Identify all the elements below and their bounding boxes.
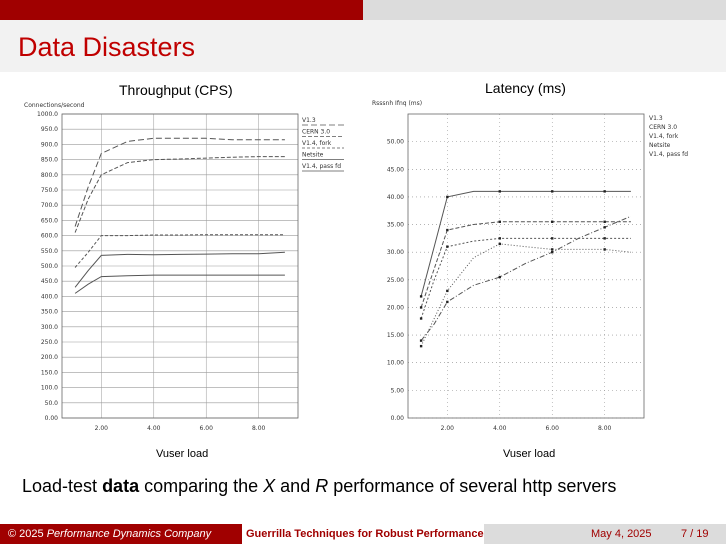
latency-series-line xyxy=(421,238,631,318)
throughput-legend-label: V1.3 xyxy=(302,117,316,124)
latency-data-point xyxy=(499,190,501,192)
caption-text-r: R xyxy=(315,476,329,496)
latency-series-line xyxy=(421,244,631,346)
throughput-y-tick-label: 450.0 xyxy=(40,278,58,286)
latency-legend-label: V1.4, pass fd xyxy=(649,151,689,158)
footer-date: May 4, 2025 xyxy=(591,528,652,540)
latency-data-point xyxy=(446,301,448,303)
latency-chart-title: Latency (ms) xyxy=(485,80,566,96)
latency-data-point xyxy=(420,317,422,319)
latency-y-tick-label: 45.00 xyxy=(386,166,404,174)
latency-data-point xyxy=(603,190,605,192)
throughput-y-tick-label: 900.0 xyxy=(40,141,58,149)
throughput-y-tick-label: 950.0 xyxy=(40,126,58,134)
footer-copyright-text: © 2025 xyxy=(8,528,44,540)
throughput-series-line xyxy=(75,138,285,226)
throughput-y-tick-label: 300.0 xyxy=(40,323,58,331)
footer-bar xyxy=(0,524,726,544)
throughput-x-tick-label: 8.00 xyxy=(251,425,266,432)
latency-legend-label: V1.3 xyxy=(649,115,663,122)
throughput-chart-title: Throughput (CPS) xyxy=(119,82,233,98)
throughput-y-tick-label: 550.0 xyxy=(40,247,58,255)
slide-caption xyxy=(22,476,616,497)
caption-text-bold: data xyxy=(102,476,140,496)
latency-data-point xyxy=(603,237,605,239)
throughput-series-line xyxy=(75,252,285,287)
latency-data-point xyxy=(420,339,422,341)
latency-data-point xyxy=(603,248,605,250)
latency-data-point xyxy=(551,221,553,223)
latency-data-point xyxy=(499,243,501,245)
latency-y-tick-label: 40.00 xyxy=(386,193,404,201)
latency-data-point xyxy=(446,245,448,247)
latency-legend-label: V1.4, fork xyxy=(649,133,679,140)
throughput-y-tick-label: 750.0 xyxy=(40,187,58,194)
latency-y-tick-label: 50.00 xyxy=(386,138,404,146)
latency-data-point xyxy=(551,190,553,192)
throughput-y-tick-label: 800.0 xyxy=(40,171,58,179)
latency-y-tick-label: 35.00 xyxy=(386,221,404,229)
throughput-y-tick-label: 500.0 xyxy=(40,263,58,270)
latency-series-line xyxy=(421,191,631,296)
latency-y-tick-label: 20.00 xyxy=(386,304,404,312)
latency-x-tick-label: 6.00 xyxy=(545,425,559,432)
throughput-y-tick-label: 200.0 xyxy=(40,354,58,362)
throughput-legend-label: CERN 3.0 xyxy=(302,128,331,136)
latency-data-point xyxy=(551,237,553,239)
latency-x-tick-label: 2.00 xyxy=(440,425,455,432)
latency-y-tick-label: 30.00 xyxy=(386,249,404,257)
throughput-y-tick-label: 150.0 xyxy=(40,369,58,377)
latency-legend-label: Netsite xyxy=(649,142,671,149)
latency-series-line xyxy=(421,216,631,340)
throughput-y-tick-label: 650.0 xyxy=(40,217,58,225)
top-navigation-bar xyxy=(0,0,726,20)
latency-y-axis-label: Rsssnh Ifnq (ms) xyxy=(372,100,423,107)
latency-x-tick-label: 4.00 xyxy=(493,425,507,432)
latency-data-point xyxy=(499,237,501,239)
latency-y-tick-label: 25.00 xyxy=(386,276,404,284)
latency-legend-label: CERN 3.0 xyxy=(649,124,678,131)
caption-text-mid1: comparing the xyxy=(139,476,264,496)
latency-series-line xyxy=(421,222,631,308)
latency-data-point xyxy=(446,196,448,198)
throughput-chart xyxy=(22,100,348,440)
latency-data-point xyxy=(420,306,422,308)
throughput-y-tick-label: 600.0 xyxy=(40,232,58,240)
footer-page-number[interactable]: 7 / 19 xyxy=(681,528,709,540)
top-bar-accent xyxy=(0,0,363,20)
footer-copyright xyxy=(0,524,242,544)
throughput-legend-label: Netsite xyxy=(302,151,324,159)
throughput-y-tick-label: 1000.0 xyxy=(37,111,58,118)
throughput-x-tick-label: 4.00 xyxy=(147,425,161,432)
latency-y-tick-label: 10.00 xyxy=(386,359,404,367)
latency-data-point xyxy=(551,248,553,250)
throughput-legend-label: V1.4, pass fd xyxy=(302,163,342,170)
latency-data-point xyxy=(603,226,605,228)
throughput-y-tick-label: 350.0 xyxy=(40,308,58,316)
latency-data-point xyxy=(420,295,422,297)
latency-data-point xyxy=(420,345,422,347)
latency-y-tick-label: 0.00 xyxy=(390,415,404,422)
caption-text-post: performance of several http servers xyxy=(328,476,617,496)
throughput-y-tick-label: 850.0 xyxy=(40,156,58,164)
throughput-series-line xyxy=(75,275,285,293)
latency-data-point xyxy=(499,221,501,223)
latency-y-tick-label: 5.00 xyxy=(390,387,404,395)
throughput-y-axis-label: Connections/second xyxy=(24,102,85,109)
throughput-y-tick-label: 100.0 xyxy=(40,384,58,392)
caption-text-pre: Load-test xyxy=(22,476,103,496)
throughput-y-tick-label: 700.0 xyxy=(40,202,58,210)
footer-company: Performance Dynamics Company xyxy=(46,528,212,540)
latency-data-point xyxy=(499,276,501,278)
throughput-y-tick-label: 0.00 xyxy=(44,415,58,422)
throughput-x-tick-label: 2.00 xyxy=(94,425,109,432)
caption-text-x: X xyxy=(263,476,276,496)
throughput-legend-label: V1.4, fork xyxy=(302,140,332,147)
throughput-x-axis-label: Vuser load xyxy=(156,448,209,460)
throughput-series-line xyxy=(75,157,285,233)
latency-x-tick-label: 8.00 xyxy=(597,425,612,432)
title-bar xyxy=(0,20,726,72)
throughput-y-tick-label: 50.0 xyxy=(44,399,58,407)
slide-title: Data Disasters xyxy=(18,32,196,62)
latency-plot-frame xyxy=(408,114,644,418)
latency-data-point xyxy=(446,290,448,292)
throughput-y-tick-label: 400.0 xyxy=(40,293,58,301)
throughput-y-tick-label: 250.0 xyxy=(40,339,58,346)
latency-y-tick-label: 15.00 xyxy=(386,332,404,340)
caption-text-mid2: and xyxy=(275,476,316,496)
latency-data-point xyxy=(446,229,448,231)
latency-chart xyxy=(368,96,724,440)
latency-x-axis-label: Vuser load xyxy=(503,448,556,460)
footer-talk-title: Guerrilla Techniques for Robust Performance xyxy=(242,524,484,544)
latency-data-point xyxy=(603,221,605,223)
throughput-x-tick-label: 6.00 xyxy=(199,425,213,432)
latency-data-point xyxy=(551,251,553,253)
